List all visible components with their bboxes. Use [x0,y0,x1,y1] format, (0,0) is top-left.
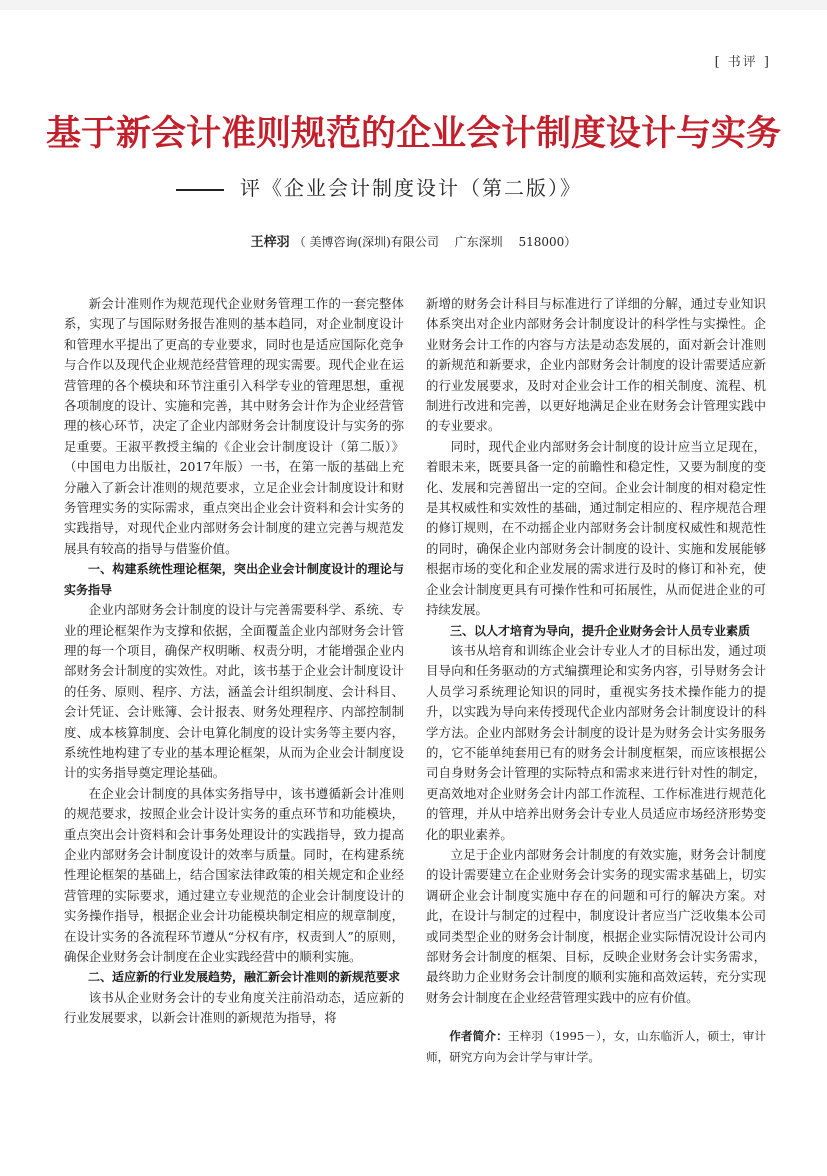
author-affiliation: （ 美博咨询(深圳)有限公司 广东深圳 518000） [293,235,577,249]
top-edge-band [0,0,827,10]
section-heading: 一、构建系统性理论框架，突出企业会计制度设计的理论与实务指导 [64,562,404,597]
article-subtitle [176,172,582,201]
author-line [0,231,827,250]
left-column [64,294,404,1029]
subtitle-text: 评《企业会计制度设计（第二版）》 [240,176,582,200]
section-tag: [ 书评 ] [714,55,771,70]
author-name: 王梓羽 [250,235,290,250]
paragraph: 同时，现代企业内部财务会计制度的设计应当立足现在，着眼未来，既要具备一定的前瞻性和稳定性，又要为制度的变化、发展和完善留出一定的空间。企业会计制度的相对稳定性是其权威性和实效性的基础，通过制定相应的、程序规范合理的修订规则，在不动摇企业内部财务会计制度权威性和规范性的同时，确保企业内部财务会计制度的设计、实施和发展能够根据市场的变化和企业发展的需求进行及时的修订和补充，使企业会计制度更具有可操作性和可拓展性，从而促进企业的可持续发展。 [426,438,766,618]
paragraph: 新会计准则作为规范现代企业财务管理工作的一套完整体系，实现了与国际财务报告准则的基本趋同，对企业制度设计和管理水平提出了更高的专业要求，同时也是适应国际化竞争与合作以及现代企业规范经营管理的现实需要。现代企业在运营管理的各个模块和环节注重引入科学专业的管理思想，重视各项制度的设计、实施和完善，其中财务会计作为企业经营管理的核心环节，决定了企业内部财务会计制度设计与实务的弥足重要。王淑平教授主编的《企业会计制度设计（第二版）》（中国电力出版社，2017年版）一书，在第一版的基础上充分融入了新会计准则的规范要求，立足企业会计制度设计和财务管理实务的实际需求，重点突出企业会计资料和会计实务的实践指导，对现代企业内部财务会计制度的建立完善与规范发展具有较高的指导与借鉴价值。 [64,296,404,556]
paragraph: 新增的财务会计科目与标准进行了详细的分解，通过专业知识体系突出对企业内部财务会计制度设计的科学性与实操性。企业财务会计工作的内容与方法是动态发展的，面对新会计准则的新规范和新要求，企业内部财务会计制度的设计需要适应新的行业发展要求，及时对企业会计工作的相关制度、流程、机制进行改进和完善，以更好地满足企业在财务会计管理实践中的专业要求。 [426,296,766,434]
author-bio-label: 作者简介： [449,1029,508,1044]
paragraph: 在企业会计制度的具体实务指导中，该书遵循新会计准则的规范要求，按照企业会计设计实务的重点环节和功能模块，重点突出会计资料和会计事务处理设计的实践指导，致力提高企业内部财务会计制度设计的效率与质量。同时，在构建系统性理论框架的基础上，结合国家法律政策的相关规定和企业经营管理的实际要求，通过建立专业规范的企业会计制度设计的实务操作指导，根据企业会计功能模块制定相应的规章制度，在设计实务的各流程环节遵从“分权有序，权责到人”的原则，确保企业财务会计制度在企业实践经营中的顺利实施。 [64,785,404,964]
article-title: 基于新会计准则规范的企业会计制度设计与实务 [45,114,781,154]
author-bio-text: 王梓羽（1995－），女，山东临沂人，硕士，审计师，研究方向为会计学与审计学。 [426,1029,766,1064]
right-column [426,294,766,1067]
author-bio [426,1026,766,1067]
paragraph: 企业内部财务会计制度的设计与完善需要科学、系统、专业的理论框架作为支撑和依据，全面覆盖企业内部财务会计管理的每一个项目，确保产权明晰、权责分明，才能增强企业内部财务会计制度的实效性。对此，该书基于企业会计制度设计的任务、原则、程序、方法，涵盖会计组织制度、会计科目、会计凭证、会计账簿、会计报表、财务处理程序、内部控制制度、成本核算制度、会计电算化制度的设计实务等主要内容，系统性地构建了专业的基本理论框架，从而为企业会计制度设计的实务指导奠定理论基础。 [64,602,404,781]
paragraph: 立足于企业内部财务会计制度的有效实施，财务会计制度的设计需要建立在企业财务会计实务的现实需求基础上，切实调研企业会计制度实施中存在的问题和可行的解决方案。对此，在设计与制定的过程中，制度设计者应当广泛收集本公司或同类型企业的财务会计制度，根据企业实际情况设计公司内部财务会计制度的框架、目标，反映企业财务会计实务需求，最终助力企业财务会计制度的顺利实施和高效运转，充分实现财务会计制度在企业经营管理实践中的应有价值。 [426,846,766,1005]
section-heading: 二、适应新的行业发展趋势，融汇新会计准则的新规范要求 [88,970,401,985]
section-heading: 三、以人才培育为导向，提升企业财务会计人员专业素质 [450,623,751,638]
subtitle-dash [176,189,224,191]
paragraph: 该书从培育和训练企业会计专业人才的目标出发，通过项目导向和任务驱动的方式编撰理论和实务内容，引导财务会计人员学习系统理论知识的同时，重视实务技术操作能力的提升，以实践为导向来传授现代企业内部财务会计制度设计的科学方法。企业内部财务会计制度的设计是为财务会计实务服务的，它不能单纯套用已有的财务会计制度框架，而应该根据公司自身财务会计管理的实际特点和需求来进行针对性的制定，更高效地对企业财务会计内部工作流程、工作标准进行规范化的管理，并从中培养出财务会计专业人员适应市场经济形势变化的职业素养。 [426,642,766,842]
paragraph: 该书从企业财务会计的专业角度关注前沿动态，适应新的行业发展要求，以新会计准则的新规范为指导，将 [64,989,404,1026]
